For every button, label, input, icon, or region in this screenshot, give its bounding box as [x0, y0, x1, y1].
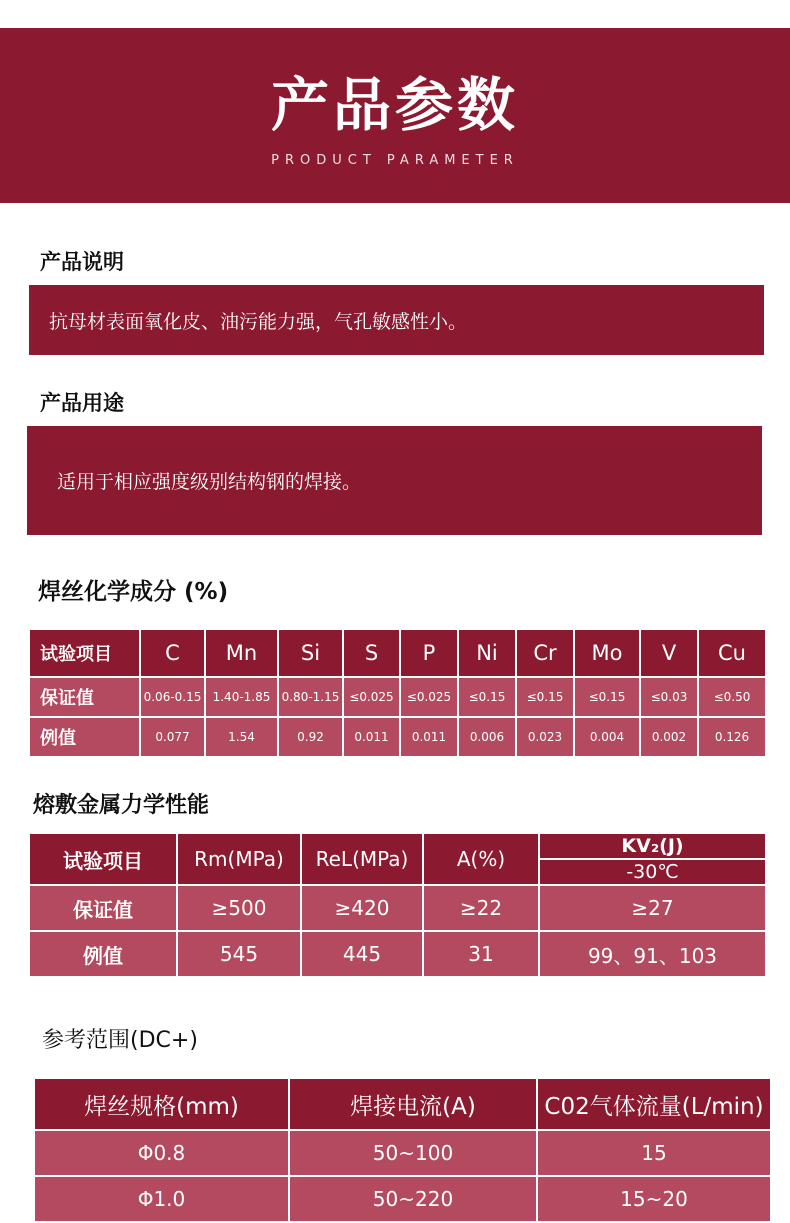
reference-heading: 参考范围(DC+)	[42, 1028, 198, 1053]
description-text: 抗母材表面氧化皮、油污能力强，气孔敏感性小。	[49, 310, 468, 333]
mech-col-label: 试验项目	[29, 833, 177, 885]
table-cell: 545	[177, 931, 301, 977]
mech-col-rm: Rm(MPa)	[177, 833, 301, 885]
page-title: 产品参数	[270, 71, 519, 139]
chem-col-cr: Cr	[516, 629, 574, 677]
mech-col-a: A(%)	[423, 833, 539, 885]
table-row	[29, 931, 766, 977]
table-cell: ≤0.025	[400, 677, 458, 717]
chem-col-ni: Ni	[458, 629, 516, 677]
table-cell: 15~20	[537, 1176, 771, 1222]
ref-col-current: 焊接电流(A)	[289, 1078, 537, 1130]
table-cell: ≤0.15	[458, 677, 516, 717]
table-cell: 15	[537, 1130, 771, 1176]
ref-col-spec: 焊丝规格(mm)	[34, 1078, 289, 1130]
table-cell: 0.80-1.15	[278, 677, 343, 717]
chem-col-mo: Mo	[574, 629, 640, 677]
table-row	[34, 1176, 771, 1222]
table-cell: 0.126	[698, 717, 766, 757]
table-cell: ≤0.50	[698, 677, 766, 717]
chem-col-mn: Mn	[205, 629, 278, 677]
reference-table	[33, 1077, 772, 1223]
chemistry-header-row	[29, 629, 766, 677]
table-cell: ≤0.025	[343, 677, 400, 717]
table-cell: 99、91、103	[539, 931, 766, 977]
usage-text: 适用于相应强度级别结构钢的焊接。	[57, 471, 362, 493]
table-row	[29, 717, 766, 757]
table-cell: Φ0.8	[34, 1130, 289, 1176]
usage-heading: 产品用途	[40, 391, 124, 415]
table-cell: ≥420	[301, 885, 423, 931]
page-subtitle: PRODUCT PARAMETER	[271, 153, 519, 168]
table-cell: 0.023	[516, 717, 574, 757]
table-cell: 0.06-0.15	[140, 677, 205, 717]
chem-col-s: S	[343, 629, 400, 677]
ref-col-gas-flow: C02气体流量(L/min)	[537, 1078, 771, 1130]
table-cell: 0.002	[640, 717, 698, 757]
kv-label: KV₂(J)	[540, 834, 765, 860]
table-cell: 1.40-1.85	[205, 677, 278, 717]
mech-col-rel: ReL(MPa)	[301, 833, 423, 885]
table-cell: 50~220	[289, 1176, 537, 1222]
table-cell: 0.004	[574, 717, 640, 757]
description-box	[29, 285, 764, 355]
reference-header-row	[34, 1078, 771, 1130]
table-cell: ≥22	[423, 885, 539, 931]
table-cell: 445	[301, 931, 423, 977]
mechanics-header-row	[29, 833, 766, 885]
table-cell: 保证值	[29, 885, 177, 931]
table-cell: 保证值	[29, 677, 140, 717]
table-cell: 0.006	[458, 717, 516, 757]
table-cell: 0.011	[343, 717, 400, 757]
table-row	[34, 1130, 771, 1176]
page-header	[0, 28, 790, 203]
table-cell: 50~100	[289, 1130, 537, 1176]
table-cell: ≤0.15	[516, 677, 574, 717]
table-cell: ≥500	[177, 885, 301, 931]
chem-col-label: 试验项目	[29, 629, 140, 677]
table-cell: Φ1.0	[34, 1176, 289, 1222]
usage-box	[27, 426, 762, 535]
table-cell: 0.077	[140, 717, 205, 757]
chem-col-si: Si	[278, 629, 343, 677]
chemistry-heading: 焊丝化学成分 (%)	[38, 579, 229, 605]
chem-col-p: P	[400, 629, 458, 677]
table-cell: 例值	[29, 717, 140, 757]
chemistry-table	[28, 628, 767, 758]
table-cell: ≤0.15	[574, 677, 640, 717]
mechanics-heading: 熔敷金属力学性能	[33, 793, 210, 818]
table-cell: 例值	[29, 931, 177, 977]
table-cell: 31	[423, 931, 539, 977]
chem-col-cu: Cu	[698, 629, 766, 677]
chem-col-v: V	[640, 629, 698, 677]
table-cell: ≥27	[539, 885, 766, 931]
kv-temperature: -30℃	[626, 861, 679, 883]
mechanics-table	[28, 832, 767, 978]
table-cell: 1.54	[205, 717, 278, 757]
table-cell: ≤0.03	[640, 677, 698, 717]
table-cell: 0.011	[400, 717, 458, 757]
table-row	[29, 677, 766, 717]
description-heading: 产品说明	[40, 250, 124, 274]
mech-col-kv	[539, 833, 766, 885]
chem-col-c: C	[140, 629, 205, 677]
table-cell: 0.92	[278, 717, 343, 757]
table-row	[29, 885, 766, 931]
